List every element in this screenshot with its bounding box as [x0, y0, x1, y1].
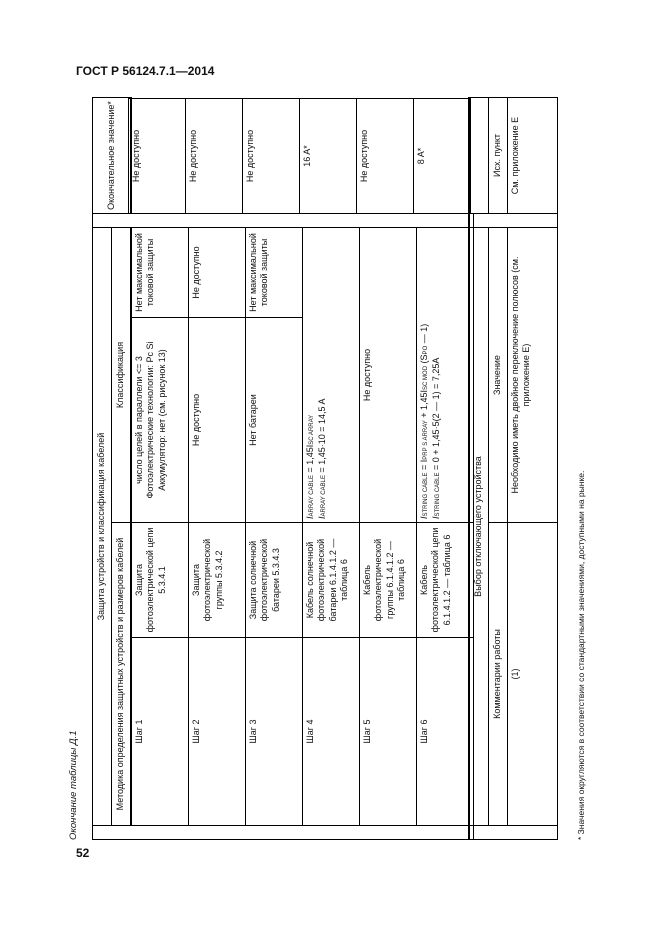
document-header: ГОСТ Р 56124.7.1—2014 [76, 64, 215, 78]
step-cell: Шаг 4 [303, 638, 360, 826]
section-header-ref: Исх. пункт [489, 98, 508, 214]
object-cell: Защита фотоэлектрической группы 5.3.4.2 [189, 523, 246, 638]
table-top-title: Защита устройств и классификация кабелей [93, 228, 112, 826]
formula-cell [303, 228, 360, 523]
step-cell: Шаг 1 [131, 638, 189, 826]
section-value-cell: Необходимо иметь двойное переключение полюсов (см. приложение Е) [508, 228, 558, 523]
final-values-table [128, 98, 471, 214]
header-final-value: Окончательное значение* [93, 98, 132, 214]
section-title: Выбор отключающего устройства [469, 228, 489, 826]
step-cell: Шаг 3 [246, 638, 303, 826]
continuation-caption: Окончание таблицы Д.1 [68, 730, 79, 840]
right-margin-col [469, 214, 558, 228]
step-cell: Шаг 2 [189, 638, 246, 826]
section-ref-cell: См. приложение Е [508, 98, 558, 214]
section-blank [469, 98, 489, 214]
class-b-cell: Не доступно [189, 228, 246, 318]
final-cell: 16 A* [300, 99, 357, 214]
switch-selection-table [468, 97, 558, 840]
formula-line-2: IARRAY CABLE = 1,45·10 = 14,5 A [316, 398, 327, 519]
page-number: 52 [76, 846, 90, 860]
rotated-table-page [68, 98, 593, 840]
class-a-cell: число целей в параллели <= 3 Фотоэлектрические технологии: Pc Si Аккумулятор: нет (см. рисунок 13) [131, 318, 189, 523]
step-cell: Шаг 5 [360, 638, 417, 826]
formula-cell [417, 228, 474, 523]
header-classification: Классификация [112, 228, 132, 523]
formula-line-3: ISTRING CABLE = IPRP S ARRAY + 1,45ISC MOD (SPO — 1) [419, 323, 429, 519]
section-header-value: Значение [489, 228, 508, 523]
object-cell: Кабель солнечной фотоэлектрической батареи 6.1.4.1.2 — таблица 6 [303, 523, 360, 638]
class-merged-cell: Не доступно [360, 228, 417, 523]
formula-line-4: ISTRING CABLE = 0 + 1,45·5(2 — 1) = 7,25A [430, 357, 441, 519]
header-method: Методика определения защитных устройств и размеров кабелей [112, 523, 132, 826]
object-cell: Кабель фотоэлектрической цепи 6.1.4.1.2 — таблица 6 [417, 523, 474, 638]
final-cell: Не доступно [129, 99, 186, 214]
class-b-cell: Нет максимальной токовой защиты [246, 228, 303, 318]
class-a-cell: Нет батареи [246, 318, 303, 523]
final-cell: 8 A* [414, 99, 471, 214]
object-cell: Защита солнечной фотоэлектрической батареи 5.3.4.3 [246, 523, 303, 638]
class-b-cell: Нет максимальной токовой защиты [131, 228, 189, 318]
formula-line-1: IARRAY CABLE = 1,45ISC ARRAY [305, 414, 315, 519]
final-cell: Не доступно [243, 99, 300, 214]
section-comments-cell: (1) [508, 523, 558, 826]
right-margin-col [93, 214, 474, 228]
left-margin-col [93, 826, 474, 840]
footnote: * Значения округляются в соответствии со стандартными значениями, доступными на рынке. [576, 470, 586, 840]
object-cell: Кабель фотоэлектрической группы 6.1.4.1.2 — таблица 6 [360, 523, 417, 638]
left-margin-col [469, 826, 558, 840]
final-cell: Не доступно [186, 99, 243, 214]
section-header-comments: Комментарии работы [489, 523, 508, 826]
step-cell: Шаг 6 [417, 638, 474, 826]
class-a-cell: Не доступно [189, 318, 246, 523]
object-cell: Защита фотоэлектрической цепи 5.3.4.1 [131, 523, 189, 638]
final-cell: Не доступно [357, 99, 414, 214]
